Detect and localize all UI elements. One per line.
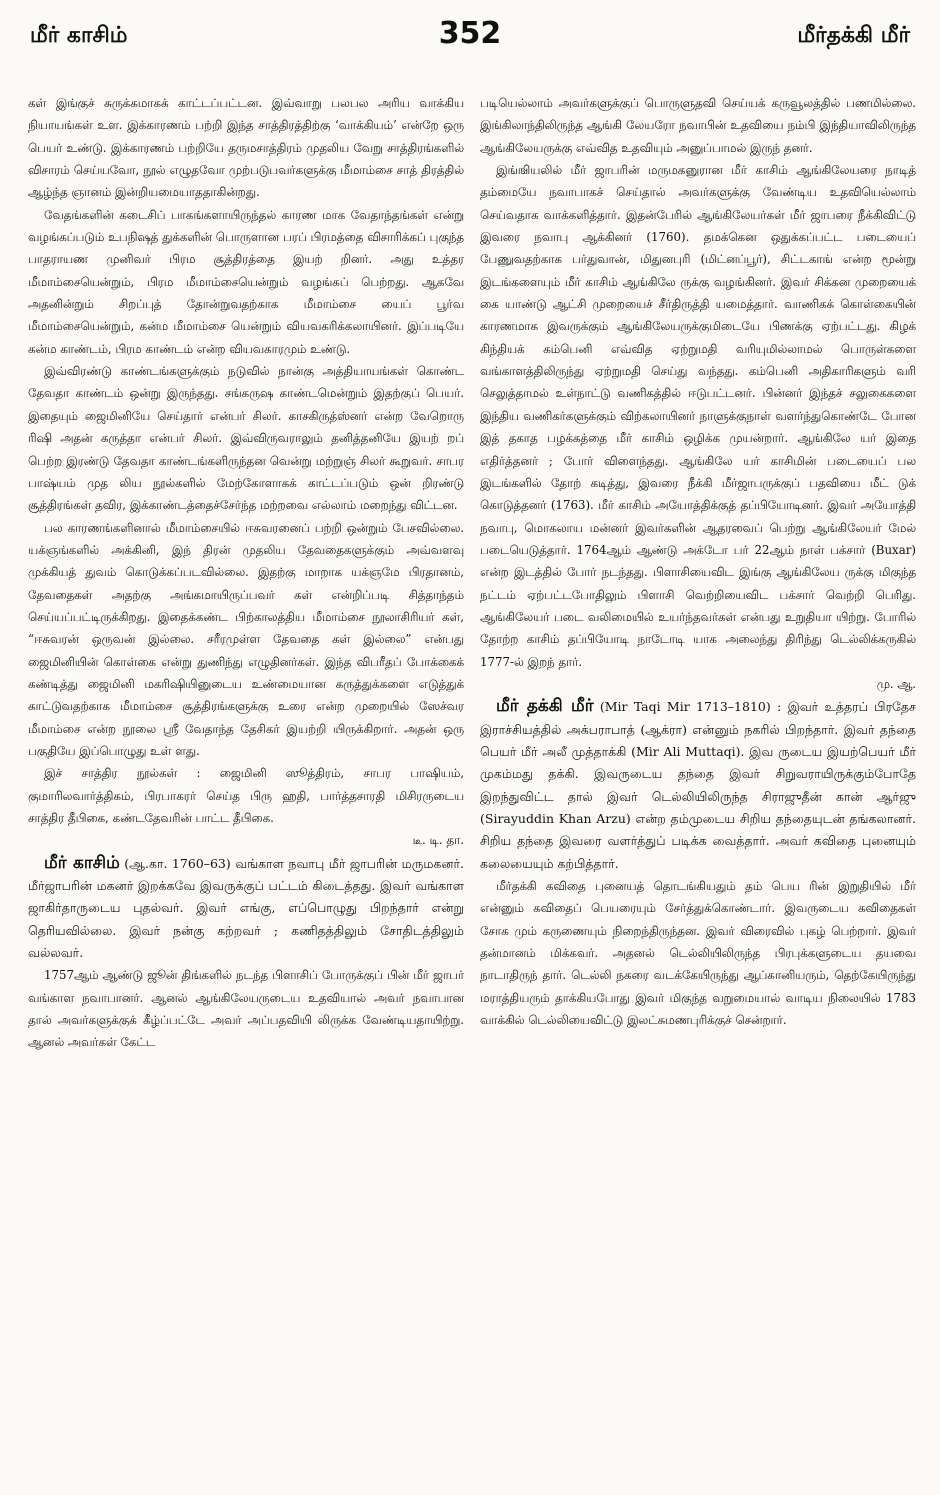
encyclopedia-entry [480, 695, 916, 875]
paragraph: வேதங்களின் கடைசிப் பாகங்களாயிருந்தல் காரண மாக வேதாந்தங்கள் என்று வழங்கப்படும் உபநிஷத் துக்களின் பொருளான பரப் பிரமத்தை விசாரிக்கப் புகுந்த பாதராயண முனிவர் பிரம சூத்திரத்தை இயற் றினர். அது உத்தர மீமாம்சையென்றும், பிரம மீமாம்சையென்றும் வழங்கப் பெற்றது. ஆகவே அதனின்றும் சிறப்புத் தோன்றுவதற்காக மீமாம்சை யைப் பூர்வ மீமாம்சையென்றும், கன்ம மீமாம்சை யென்றும் வியவகரிக்கலாயினர். இப்படியே கன்ம காண்டம், பிரம காண்டம் என்ற வியவகாரமும் உண்டு. [28, 207, 464, 356]
entry-latin-name: (Mir Taqi Mir 1713–1810) : [599, 699, 782, 715]
paragraph: 1757ஆம் ஆண்டு ஜூன் திங்களில் நடந்த பிளாசிப் போருக்குப் பின் மீர் ஜாபர் வங்காள நவாபானர். ஆனல் ஆங்கிலேயருடைய உதவியால் அவர் நவாபான தால் அவர்களுக்குக் கீழ்ப்பட்டே அவர் அப்பதவியி லிருக்க வேண்டியதாயிற்று. ஆனல் அவர்கள் கேட்ட [28, 968, 464, 1050]
entry-text: (ஆ.கா. 1760–63) வங்காள நவாபு மீர் ஜாபரின் மருமகனர். மீர்ஜாபரின் மகனர் இறக்கவே இவருக்குப் பட்டம் கிடைத்தது. இவர் வங்காள ஜாகிர்தாருடைய புதல்வர். இவர் எங்கு, எப்பொழுது பிறந்தார் என்று தெரியவில்லை. இவர் நன்கு கற்றவர் ; கணிதத்திலும் சோதிடத்திலும் வல்லவர். [28, 855, 465, 961]
paragraph-text: இங்ஙியலில் மீர் ஜாபரின் மருமகனுரான மீர் காசிம் ஆங்கிலேயரை நாடித் தம்மையே நவாபாகச் செய்தால் அவர்களுக்கு வேண்டிய உதவியெல்லாம் செய்வதாக வாக்களித்தார். இதன்பேரில் ஆங்கிலேயர்கள் மீர் ஜாபரை நீக்கிவிட்டு இவரை நவாபு ஆக்கினர் (1760). தமக்கென ஒதுக்கப்பட்ட படையைப் பேணுவதற்காக பர்துவான், மிதுனபுரி (மிட்னப்பூர்), சிட்டகாங் என்ற மூன்று இடங்களையும் மீர் காசிம் ஆங்கிலே ருக்கு வழங்கினர். இவர் சிக்கன முறையைக் கை யாண்டு ஆட்சி முறையைச் சீர்திருத்தி யமைத்தார். வாணிகக் கொள்கையின் காரணமாக இவருக்கும் ஆங்கிலேயருக்குமிடையே பிணக்கு ஏற்பட்டது. கிழக் கிந்தியக் கம்பெனி எவ்வித ஏற்றுமதி வரியுமில்லாமல் பொருள்களை வங்காளத்திலிருந்து ஏற்றுமதி செய்து வந்தது. கம்பெனி அதிகாரிகளும் வரி செலுத்தாமல் உள்நாட்டு வணிகத்தில் ஈடுபட்டனர். பின்னர் இந்தச் சலுகைகளை இந்திய வணிகர்களுக்கும் விற்கலாயினர் நாளுக்குநாள் வளர்ந்துகொண்டே போன இத் தகாத பழக்கத்தை மீர் காசிம் ஒழிக்க முயன்றார். ஆங்கிலே யர் இதை எதிர்த்தனர் ; போர் விளைந்தது. ஆங்கிலே யர் காசிமின் படையைப் பல இடங்களில் தோற் கடித்து, இவரை நீக்கி மீர்ஜாபருக்குப் பதவியை மீட் டுக் கொடுத்தனர் (1763). மீர் காசிம் அயோத்திக்குத் தப்பியோடினர். இவர் அயோத்தி நவாபு, மொகலாய மன்னர் இவர்களின் ஆதரவைப் பெற்று ஆங்கிலேயர் மேல் படையெடுத்தார். 1764ஆம் ஆண்டு அக்டோ பர் 22ஆம் நாள் பக்சார் (Buxar) என்ற இடத்தில் போர் நடந்தது. பிளாசியைவிட இங்கு ஆங்கிலேய ருக்கு மிகுந்த நட்டம் ஏற்பட்டபோதிலும் பிளாசி வெற்றியைவிட பக்சார் வெற்றி பெரிது. ஆங்கிலேயர் படை வலிமையில் உயர்ந்தவர்கள் என்பது உறுதியா யிற்று. போரில் தோற்ற காசிம் தப்பியோடி நாடோடி யாக அலைந்து திரிந்து டெல்லிக்கருகில் 1777-ல் இறந் தார். [480, 163, 916, 669]
entry-headword: மீர் தக்கி மீர் [496, 696, 594, 717]
paragraph: இவ்விரண்டு காண்டங்களுக்கும் நடுவில் நான்கு அத்தியாயங்கள் கொண்ட தேவதா காண்டம் ஒன்று இருந்தது. சங்கருஷ காண்டமென்றும் இதற்குப் பெயர். இதையும் ஜைமினியே செய்தார் என்பர் சிலர். காசகிருத்ஸ்னர் என்ற வேறொரு ரிஷி அதன் கருத்தா என்பர் சிலர். இவ்விருவராலும் தனித்தனியே இயற் றப் பெற்ற இரண்டு தேவதா காண்டங்களிருந்தன வென்று மற்றுஞ் சிலர் கூறுவர். சாபர பாஷ்யம் முத லிய நூல்களில் மேற்கோளாகக் காட்டப்படும் ஒன் றிரண்டு சூத்திரங்கள் தவிர, இக்காண்டத்தைச்சேர்ந்த மற்றவை எல்லாம் மறைந்து விட்டன. [28, 364, 464, 513]
paragraph [480, 159, 916, 695]
running-head-left: மீர் காசிம் [30, 22, 128, 48]
running-head-right: மீர்தக்கி மீர் [797, 22, 910, 48]
author-initials: டீ. டி. தா. [412, 833, 464, 848]
entry-headword: மீர் காசிம் [44, 852, 120, 873]
paragraph-text: இச் சாத்திர நூல்கள் : ஜைமினி ஸூத்திரம், சாபர பாஷியம், குமாரிலவார்த்திகம், பிரபாகரர் செய்த பிரு ஹதி, பார்த்தசாரதி மிசிரருடைய சாத்திர தீபிகை, கண்டதேவரின் பாட்ட தீபிகை. [28, 766, 464, 825]
right-column [480, 92, 916, 1031]
paragraph: மீர்தக்கி கவிதை புனையத் தொடங்கியதும் தம் பெய ரின் இறுதியில் மீர் என்னும் கவிதைப் பெயரையும் சேர்த்துக்கொண்டார். இவருடைய கவிதைகள் சோக மும் கருணையும் நிறைந்திருந்தன. இவர் விரைவில் புகழ் பெற்றார். இவர் தன்மானம் மிக்கவர். அதனல் டெல்லியிலிருந்த பிரபுக்களுடைய தயவை நாடாதிருந் தார். டெல்லி நகரை வடக்கேயிருந்து ஆப்கானியரும், தெற்கேயிருந்து மராத்தியரும் தாக்கியபோது இவர் மிகுந்த வறுமையால் வாடிய நிலையில் 1783 வாக்கில் டெல்லியைவிட்டு இலட்சுமணபுரிக்குச் சென்றார். [480, 879, 916, 1028]
encyclopedia-entry [28, 852, 464, 965]
entry-text: இவர் உத்தரப் பிரதேச இராச்சியத்தில் அக்பராபாத் (ஆக்ரா) என்னும் நகரில் பிறந்தார். இவர் தந்தை பெயர் மீர் அலீ முத்தாக்கி (Mir Ali Muttaqi). இவ ருடைய இயற்பெயர் மீர் முகம்மது தக்கி. இவருடைய தந்தை இவர் சிறுவராயிருக்கும்போதே இறந்துவிட்ட தால் இவர் டெல்லியிலிருந்த சிராஜுதீன் கான் ஆர்ஜு (Sirayuddin Khan Arzu) என்ற தம்முடைய சிறிய தந்தையுடன் தங்கலானர். சிறிய தந்தை இவரை வளர்த்துப் படிக்க வைத்தார். அவர் கவிதை புனையும் கலையையும் கற்பித்தார். [480, 699, 916, 871]
page-number: 352 [438, 16, 502, 51]
paragraph [28, 762, 464, 851]
author-initials: மு. ஆ. [876, 676, 916, 691]
paragraph: படியெல்லாம் அவர்களுக்குப் பொருளுதவி செய்யக் கருவூலத்தில் பணமில்லை. இங்கிலாந்திலிருந்த ஆங்கி லேயரோ நவாபின் உதவியை நம்பி இந்தியாவிலிருந்த ஆங்கிலேயருக்கு எவ்வித உதவியும் அனுப்பாமல் இருந் தனர். [480, 96, 916, 155]
page-header [30, 16, 910, 62]
paragraph: பல காரணங்களினால் மீமாம்சையில் ஈசுவரனைப் பற்றி ஒன்றும் பேசவில்லை. யக்ஞங்களில் அக்கினி, இந் திரன் முதலிய தேவதைகளுக்கும் அவ்வளவு முக்கியத் துவம் கொடுக்கப்படவில்லை. இதற்கு மாறாக யக்ஞமே பிரதானம், தேவதைகள் அதற்கு அங்கமாயிருப்பவர் கள் என்றிப்படி சித்தாந்தம் செய்யப்பட்டிருக்கிறது. இதைக்கண்ட பிற்காலத்திய மீமாம்சை நூலாசிரியர் கள், “ஈசுவரன் ஒருவன் இல்லை. சரீரமுள்ள தேவதை கள் இல்லை” என்பது ஜைமினியின் கொள்கை என்று துணிந்து எழுதினர்கள். இந்த விபரீதப் போக்கைக் கண்டித்து ஜைமினி மகரிஷியினுடைய உண்மையான கருத்துக்களை எடுத்துக் காட்டுவதற்காக மீமாம்சை சூத்திரங்களுக்கு உரை என்ற முறையில் ஸேச்வர மீமாம்சை என்ற நூலை ஸ்ரீ வேதாந்த தேசிகர் இயற்றி யிருக்கிறார். அதன் ஒரு பகுதியே இப்பொழுது உள் ளது. [28, 520, 464, 758]
left-column [28, 92, 464, 1054]
paragraph: கள் இங்குச் சுருக்கமாகக் காட்டப்பட்டன. இவ்வாறு பலபல அரிய வாக்கிய நியாயங்கள் உள. இக்காரணம் பற்றி இந்த சாத்திரத்திற்கு ‘வாக்கியம்’ என்றே ஒரு பெயர் உண்டு. இக்காரணம் பற்றியே தருமசாத்திரம் முதலிய வேறு சாத்திரங்களில் விசாரம் செய்யவோ, நூல் எழுதவோ முற்படுபவர்களுக்கு மீமாம்சை சாத் திரத்தில் ஆழ்ந்த ஞானம் இன்றியமையாததாகின்றது. [28, 96, 464, 200]
